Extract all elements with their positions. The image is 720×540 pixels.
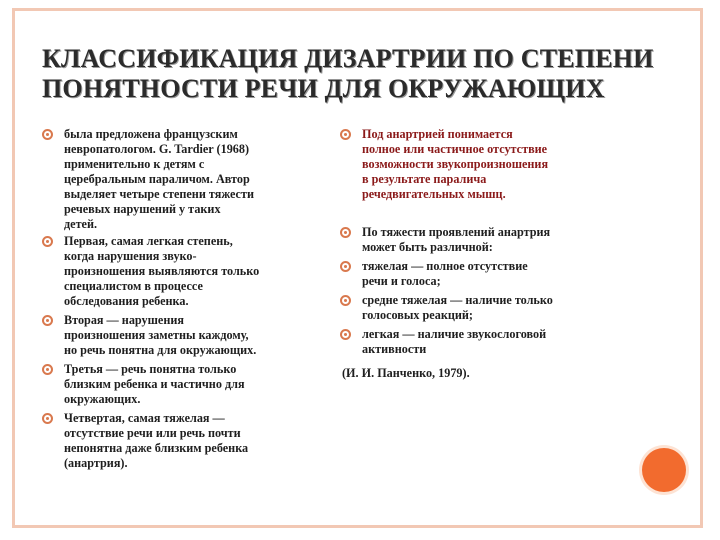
text-line: речедвигательных мышц.	[362, 187, 506, 201]
decorative-circle-icon	[642, 448, 686, 492]
text-line: невропатологом. G. Tardier (1968)	[64, 142, 250, 156]
list-item	[42, 362, 317, 407]
text-line: Первая, самая легкая степень,	[64, 234, 233, 248]
bullet-icon	[340, 129, 351, 140]
list-item-text	[362, 259, 622, 289]
text-line: детей.	[64, 217, 98, 231]
bullet-icon	[42, 413, 53, 424]
text-line: Третья — речь понятна только	[64, 362, 237, 376]
list-item-text	[362, 327, 622, 357]
list-item	[42, 313, 317, 358]
text-line: церебральным параличом. Автор	[64, 172, 250, 186]
list-item	[340, 127, 622, 202]
text-line: произношения заметны каждому,	[64, 328, 249, 342]
text-line: средне тяжелая — наличие только	[362, 293, 553, 307]
page-title	[42, 44, 682, 104]
list-item-text	[64, 313, 317, 358]
text-line: возможности звукопроизношения	[362, 157, 549, 171]
text-line: (анартрия).	[64, 456, 128, 470]
right-column	[340, 127, 622, 381]
text-line: обследования ребенка.	[64, 294, 189, 308]
bullet-icon	[42, 236, 53, 247]
list-item	[340, 259, 622, 289]
text-line: когда нарушения звуко-	[64, 249, 197, 263]
text-line: но речь понятна для окружающих.	[64, 343, 257, 357]
left-column	[42, 127, 317, 471]
text-line: может быть различной:	[362, 240, 493, 254]
text-line: полное или частичное отсутствие	[362, 142, 548, 156]
list-item-text	[362, 225, 622, 255]
text-line: голосовых реакций;	[362, 308, 473, 322]
list-item	[42, 127, 317, 232]
definition-text	[362, 127, 622, 202]
text-line: Под анартрией понимается	[362, 127, 513, 141]
list-item	[42, 411, 317, 471]
text-line: Вторая — нарушения	[64, 313, 184, 327]
text-line: применительно к детям с	[64, 157, 205, 171]
bullet-icon	[42, 364, 53, 375]
text-line: выделяет четыре степени тяжести	[64, 187, 254, 201]
list-item	[340, 225, 622, 255]
text-line: По тяжести проявлений анартрия	[362, 225, 551, 239]
list-item	[42, 234, 317, 309]
text-line: речевых нарушений у таких	[64, 202, 221, 216]
list-item-text	[64, 234, 317, 309]
text-line: специалистом в процессе	[64, 279, 203, 293]
text-line: отсутствие речи или речь почти	[64, 426, 241, 440]
list-item	[340, 327, 622, 357]
bullet-icon	[340, 227, 351, 238]
text-line: легкая — наличие звукослоговой	[362, 327, 547, 341]
citation: (И. И. Панченко, 1979).	[342, 366, 470, 380]
title-line-2: ПОНЯТНОСТИ РЕЧИ ДЛЯ ОКРУЖАЮЩИХ	[42, 74, 605, 103]
text-line: непонятна даже близким ребенка	[64, 441, 249, 455]
bullet-icon	[340, 261, 351, 272]
list-item-text	[362, 293, 622, 323]
text-line: в результате паралича	[362, 172, 487, 186]
title-line-1: КЛАССИФИКАЦИЯ ДИЗАРТРИИ ПО СТЕПЕНИ	[42, 44, 654, 73]
bullet-icon	[42, 129, 53, 140]
list-item-text	[64, 127, 317, 232]
text-line: близким ребенка и частично для	[64, 377, 245, 391]
text-line: речи и голоса;	[362, 274, 441, 288]
bullet-icon	[340, 329, 351, 340]
bullet-icon	[340, 295, 351, 306]
text-line: окружающих.	[64, 392, 141, 406]
text-line: Четвертая, самая тяжелая —	[64, 411, 225, 425]
text-line: тяжелая — полное отсутствие	[362, 259, 528, 273]
bullet-icon	[42, 315, 53, 326]
text-line: произношения выявляются только	[64, 264, 260, 278]
list-item-text	[64, 411, 317, 471]
list-item	[340, 293, 622, 323]
text-line: была предложена французским	[64, 127, 238, 141]
text-line: активности	[362, 342, 427, 356]
list-item-text	[64, 362, 317, 407]
